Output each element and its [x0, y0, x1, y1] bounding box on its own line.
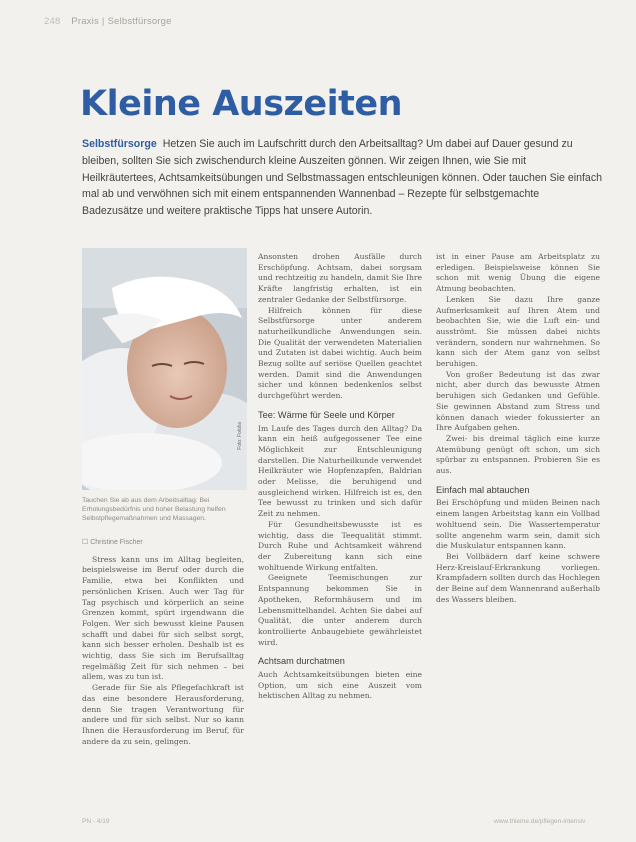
- paragraph: Stress kann uns im Alltag begleiten, beispielsweise im Beruf oder durch die Familie, etwa bei Konflikten und persönlichen Krisen. Auch wer Tag für Tag psychisch und körperlich an seine Grenzen kommt, spürt irgendwann die Folgen. Wer sich bewusst kleine Pausen schafft und dabei für sich selbst sorgt, kann sich besser erholen. Deshalb ist es wichtig, dass Sie sich im Berufsalltag regelmäßig Zeit für sich nehmen – bei allem, was zu tun ist.: [82, 554, 244, 682]
- paragraph: Bei Erschöpfung und müden Beinen nach einem langen Arbeitstag kann ein Vollbad wohltuend sein. Die Wassertemperatur sollte angenehm warm sein, damit sich die Muskulatur entspannen kann.: [436, 498, 600, 551]
- author-line: ☐ Christine Fischer: [82, 539, 143, 546]
- running-header: [44, 16, 172, 27]
- paragraph: Ansonsten drohen Ausfälle durch Erschöpfung. Achtsam, dabei sorgsam und rechtzeitig zu handeln, damit Sie Ihre Kräfte langfristig erhalten, ist ein zentraler Gedanke der Selbstfürsorge.: [258, 252, 422, 304]
- article-photo: [82, 248, 247, 490]
- photo-illustration: [82, 248, 247, 490]
- paragraph: Zwei- bis dreimal täglich eine kurze Atemübung genügt oft schon, um sich spürbar zu entspannen. Probieren Sie es aus.: [436, 433, 600, 476]
- intro-text: Hetzen Sie auch im Laufschritt durch den Arbeitsalltag? Um dabei auf Dauer gesund zu bleiben, sollten Sie sich zwischendurch kleine Auszeiten gönnen. Wir zeigen Ihnen, wie Sie mit Heilkräutertees, Achtsamkeitsübungen und Selbstmassagen entschleunigen können. Oder tauchen Sie einfach mal ab und verwöhnen sich mit einem entspannenden Wannenbad – Rezepte für selbstgemachte Badezusätze und weitere praktische Tipps hat unsere Autorin.: [82, 138, 603, 218]
- intro-lead: Selbstfürsorge: [82, 138, 157, 150]
- subsection-label: Selbstfürsorge: [107, 16, 172, 27]
- paragraph: Lenken Sie dazu Ihre ganze Aufmerksamkeit auf Ihren Atem und beobachten Sie, wie die Luft ein- und ausströmt. Sie müssen dabei nichts verändern, sondern nur wahrnehmen. So kann sich der Atem ganz von selbst beruhigen.: [436, 294, 600, 369]
- paragraph: Gerade für Sie als Pflegefachkraft ist das eine besondere Herausforderung, denn Sie tragen Verantwortung für andere und für sich selbst. Nur so kann Ihnen die Herausforderung im Beruf, für andere da zu sein, gelingen.: [82, 683, 244, 746]
- paragraph: Auch Achtsamkeitsübungen bieten eine Option, um sich eine Auszeit vom hektischen Alltag zu nehmen.: [258, 670, 422, 701]
- footer-issue: PN - 4/19: [82, 818, 110, 825]
- footer-url: www.thieme.de/pflegen-intensiv: [494, 818, 586, 825]
- subheading-bath: Einfach mal abtauchen: [436, 484, 530, 495]
- header-separator: |: [101, 16, 105, 27]
- paragraph: Für Gesundheitsbewusste ist es wichtig, dass die Teequalität stimmt. Durch Ruhe und Achtsamkeit während der Zubereitung kann sich eine wohltuende Wirkung entfalten.: [258, 519, 422, 572]
- page-number: 248: [44, 16, 61, 27]
- photo-credit: Foto: Fotolia: [237, 422, 243, 450]
- text-column-1: [82, 538, 244, 747]
- text-column-3: [436, 252, 600, 606]
- section-label: Praxis: [71, 16, 99, 27]
- photo-caption: Tauchen Sie ab aus dem Arbeitsalltag: Bei Erholungsbedürfnis und hoher Belastung helfen Selbstpflegemaßnahmen und Massagen.: [82, 497, 226, 522]
- text-column-2: [258, 252, 422, 702]
- article-intro: [82, 136, 602, 220]
- paragraph: Von großer Bedeutung ist das zwar nicht, aber durch das bewusste Atmen beruhigen sich Gedanken und Gefühle. Sie gewinnen Abstand zum Stress und können danach wieder fokussierter an Ihre Aufgaben gehen.: [436, 369, 600, 433]
- paragraph: Geeignete Teemischungen zur Entspannung bekommen Sie in Apotheken, Reformhäusern und im Lebensmittelhandel. Achten Sie dabei auf Qualität, die unter anderem durch kontrollierte Anbaugebiete gewährleistet wird.: [258, 573, 422, 647]
- subheading-tea: Tee: Wärme für Seele und Körper: [258, 409, 395, 420]
- paragraph: Hilfreich können für diese Selbstfürsorge unter anderem naturheilkundliche Anwendungen sein. Die Qualität der verwendeten Materialien und Zutaten ist dabei wichtig. Auch beim Bezug sollte auf seriöse Quellen geachtet werden. Damit sind die Anwendungen sicher und können bedenkenlos selbst durchgeführt werden.: [258, 305, 422, 401]
- subheading-breathing: Achtsam durchatmen: [258, 656, 345, 667]
- paragraph: Im Laufe des Tages durch den Alltag? Da kann ein heiß aufgegossener Tee eine Möglichkeit zur Entschleunigung darstellen. Die Naturheilkunde verwendet Heilkräuter wie Hopfenzapfen, Baldrian oder Melisse, die beruhigend und ausgleichend wirken. Hilfreich ist es, den Tee bewusst zu trinken und sich dafür Zeit zu nehmen.: [258, 423, 422, 519]
- article-title: Kleine Auszeiten: [80, 84, 403, 124]
- paragraph: Bei Vollbädern darf keine schwere Herz-Kreislauf-Erkrankung vorliegen. Krampfadern sollten durch das Hochlegen der Beine auf dem Wannenrand außerhalb des Wassers bleiben.: [436, 551, 600, 604]
- paragraph: ist in einer Pause am Arbeitsplatz zu erledigen. Beispielsweise können Sie schon mit wenig Übung die eigene Atmung beobachten.: [436, 252, 600, 294]
